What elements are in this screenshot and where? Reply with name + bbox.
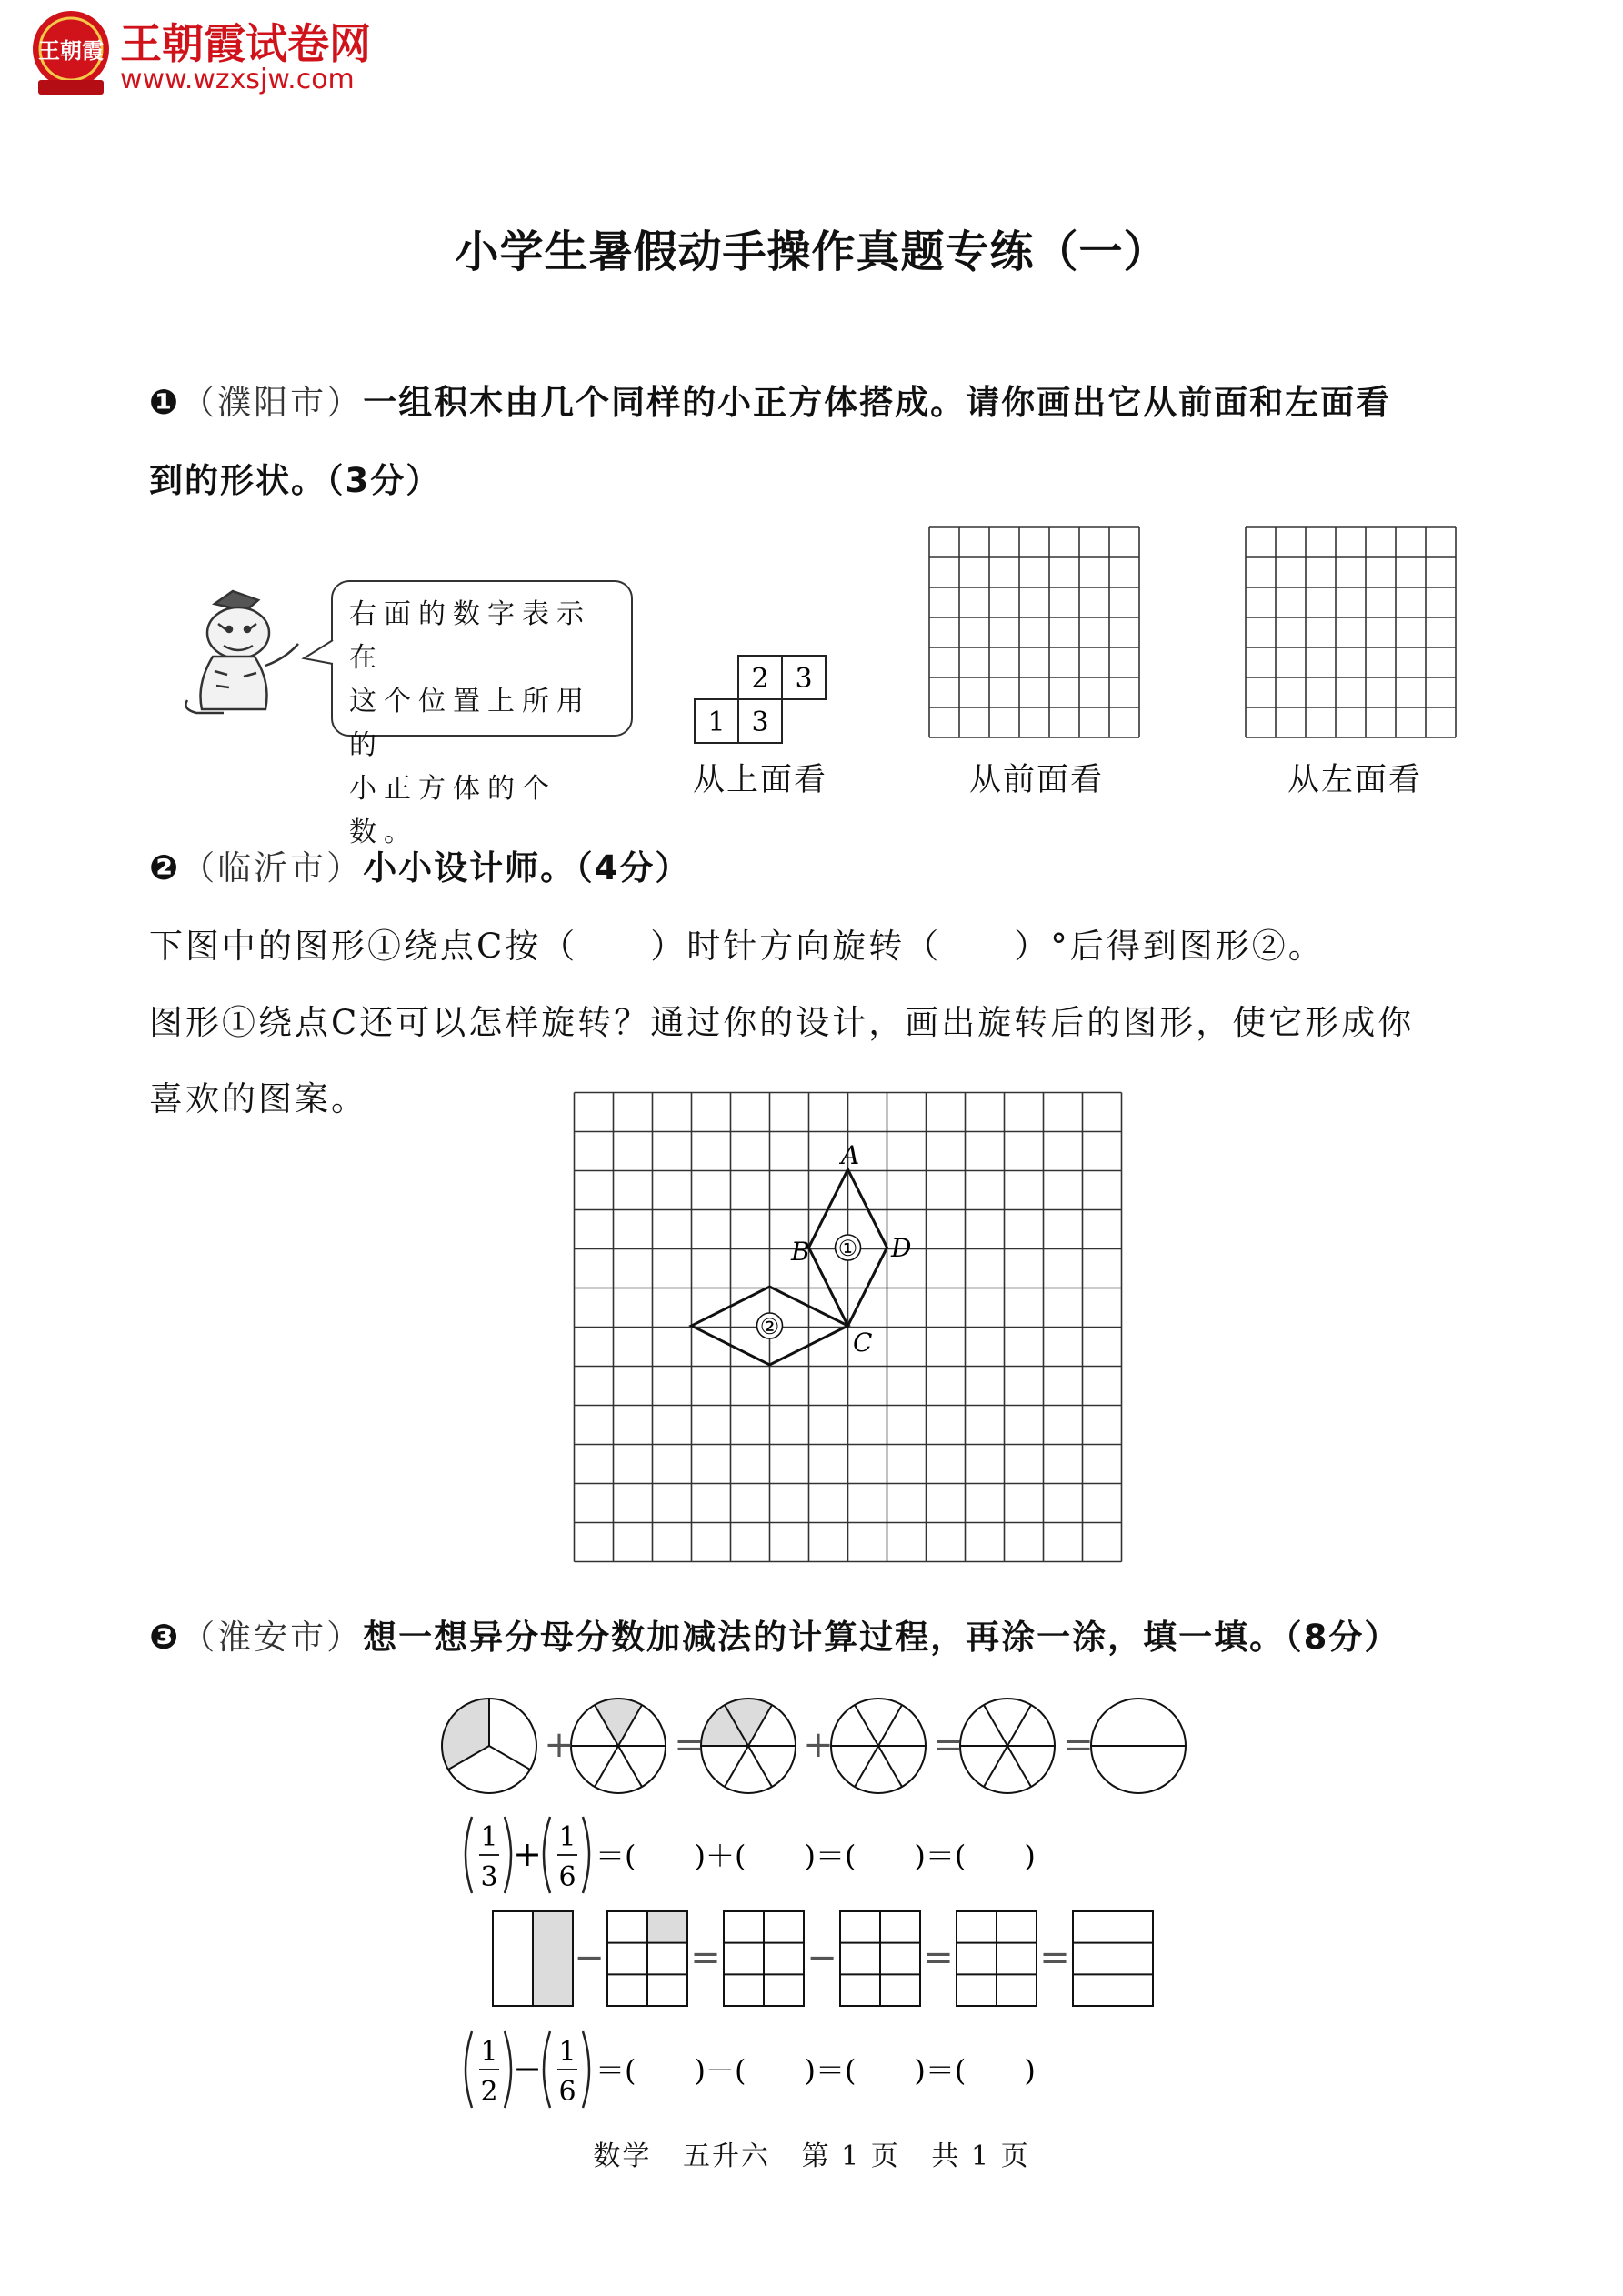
speech-bubble xyxy=(331,580,633,848)
footer-grade: 五升六 xyxy=(683,2141,771,2172)
q3-number: ❸ xyxy=(149,1617,182,1657)
logo-seal xyxy=(27,7,115,98)
point-a-label: A xyxy=(841,1140,860,1170)
page-title: 小学生暑假动手操作真题专练（一） xyxy=(455,226,1168,277)
addition-equation[interactable] xyxy=(459,1810,1277,1900)
plus-sign: + xyxy=(513,1834,542,1874)
equals-sign: = xyxy=(690,1937,721,1979)
q2-line1: 下图中的图形①绕点C按（ ）时针方向旋转（ ）°后得到图形②。 xyxy=(149,927,1325,966)
q1-number: ❶ xyxy=(149,382,182,422)
subtraction-equation[interactable] xyxy=(459,2024,1277,2115)
bubble-line-2: 这个位置上所用的 xyxy=(349,686,591,761)
equals-sign: = xyxy=(674,1724,705,1766)
q2-heading-text: 小小设计师。（4分） xyxy=(363,848,691,887)
q1-line1 xyxy=(149,375,1391,424)
logo-seal-text: 王朝霞 xyxy=(38,37,104,64)
q1-location: （濮阳市） xyxy=(181,383,364,422)
q2-location: （临沂市） xyxy=(181,848,364,887)
q2-line2: 图形①绕点C还可以怎样旋转？通过你的设计，画出旋转后的图形，使它形成你 xyxy=(149,1003,1415,1042)
q1-text-1: 一组积木由几个同样的小正方体搭成。请你画出它从前面和左面看 xyxy=(363,383,1392,422)
minus-sign: − xyxy=(513,2049,542,2089)
equals-sign: = xyxy=(1039,1937,1070,1979)
answer-blanks: ＝( )＋( )＝( )＝( ) xyxy=(596,1839,1036,1873)
fraction-numerator: 1 xyxy=(480,1821,498,1853)
q2-heading xyxy=(149,840,690,889)
top-view-cell: 1 xyxy=(707,707,726,738)
bubble-pointer xyxy=(300,637,336,673)
answer-blanks: ＝( )－( )＝( )＝( ) xyxy=(596,2053,1036,2088)
equals-sign: = xyxy=(933,1724,964,1766)
page-footer xyxy=(0,2133,1623,2173)
equals-sign: = xyxy=(1063,1724,1094,1766)
shape-2-label: ② xyxy=(759,1314,780,1339)
brand-url[interactable]: www.wzxsjw.com xyxy=(120,64,355,95)
minus-sign: − xyxy=(806,1937,837,1979)
tiger-mascot-image xyxy=(178,584,315,720)
q1-line2 xyxy=(149,453,441,502)
q2-number: ❷ xyxy=(149,847,182,887)
caption-left-view: 从左面看 xyxy=(1287,762,1423,798)
top-view-cell: 3 xyxy=(751,707,769,738)
top-view-cell: 2 xyxy=(751,663,769,695)
shape-1-label: ① xyxy=(837,1236,858,1261)
q3-heading-text: 想一想异分母分数加减法的计算过程，再涂一涂，填一填。（8分） xyxy=(363,1618,1400,1657)
footer-page: 第 1 页 xyxy=(801,2141,900,2172)
plus-sign: + xyxy=(544,1724,575,1766)
fraction-denominator: 6 xyxy=(558,2076,576,2108)
fraction-numerator: 1 xyxy=(558,1821,576,1853)
fraction-rectangles-row[interactable] xyxy=(491,1908,1164,2010)
q1-text-2: 到的形状。（3分） xyxy=(149,461,442,500)
point-c-label: C xyxy=(853,1328,873,1358)
front-view-drawing-grid[interactable] xyxy=(927,526,1146,744)
caption-front-view: 从前面看 xyxy=(969,762,1105,798)
fraction-denominator: 2 xyxy=(480,2076,498,2108)
plus-sign: + xyxy=(803,1724,834,1766)
rotation-drawing-grid[interactable] xyxy=(573,1091,1124,1566)
q2-line3: 喜欢的图案。 xyxy=(149,1079,367,1118)
q3-location: （淮安市） xyxy=(181,1618,364,1657)
top-view-cell: 3 xyxy=(795,663,813,695)
bubble-line-3: 小正方体的个数。 xyxy=(349,773,556,848)
brand-name: 王朝霞试卷网 xyxy=(120,19,371,68)
minus-sign: − xyxy=(574,1937,605,1979)
fraction-denominator: 6 xyxy=(558,1861,576,1893)
equals-sign: = xyxy=(923,1937,954,1979)
fraction-circles-row[interactable] xyxy=(436,1691,1218,1800)
fraction-numerator: 1 xyxy=(480,2036,498,2068)
q3-heading xyxy=(149,1609,1399,1659)
fraction-numerator: 1 xyxy=(558,2036,576,2068)
top-view-diagram xyxy=(693,655,829,746)
caption-top-view: 从上面看 xyxy=(693,762,828,798)
point-b-label: B xyxy=(791,1237,810,1267)
footer-total: 共 1 页 xyxy=(931,2141,1030,2172)
fraction-denominator: 3 xyxy=(480,1861,498,1893)
point-d-label: D xyxy=(891,1233,912,1263)
bubble-line-1: 右面的数字表示在 xyxy=(349,598,591,674)
footer-subject: 数学 xyxy=(593,2141,652,2172)
left-view-drawing-grid[interactable] xyxy=(1244,526,1462,744)
